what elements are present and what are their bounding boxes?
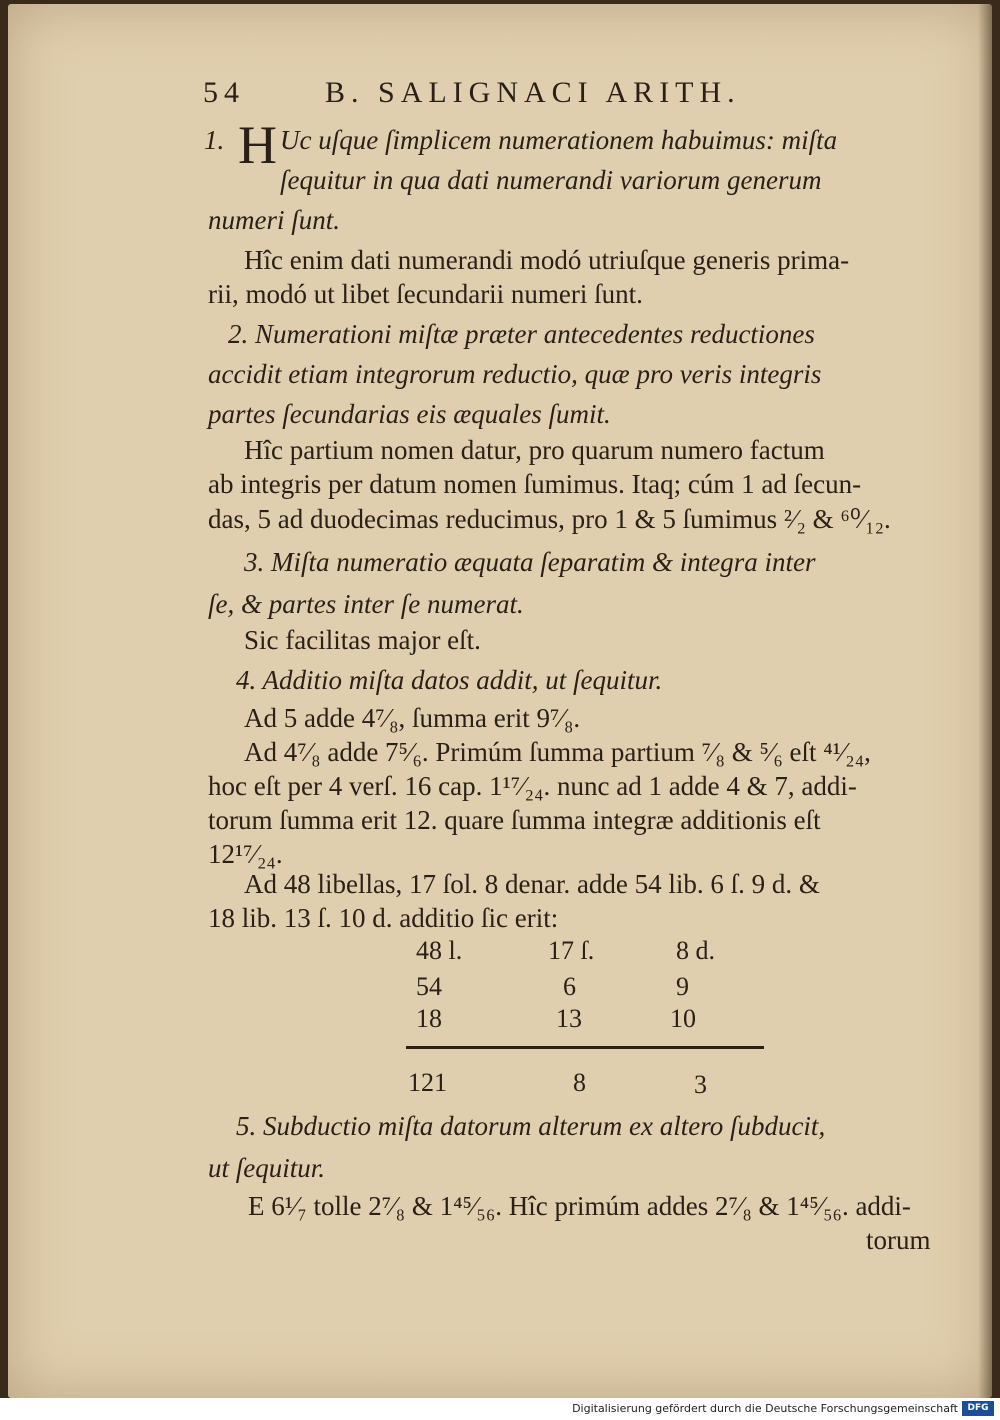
text-line: rii, modó ut libet ſecundarii numeri ſunt. [208, 279, 643, 309]
text-line: 5. Subductio miſta datorum alterum ex altero ſubducit, [236, 1111, 826, 1141]
text-line: 3. Miſta numeratio æquata ſeparatim & integra inter [244, 547, 816, 577]
table-cell: 13 [556, 1004, 582, 1033]
table-cell: 10 [670, 1004, 696, 1033]
text-line: 18 lib. 13 ſ. 10 d. additio ſic erit: [208, 903, 559, 933]
footer-bar [0, 1398, 1000, 1420]
text-line: Uc uſque ſimplicem numerationem habuimus: miſta [280, 125, 838, 155]
text-line: ſe, & partes inter ſe numerat. [208, 589, 524, 619]
running-header [203, 76, 823, 120]
text-line: ab integris per datum nomen ſumimus. Itaq; cúm 1 ad ſecun- [208, 469, 862, 499]
text-line: 1. [204, 125, 225, 155]
text-line: ſequitur in qua dati numerandi variorum generum [280, 165, 822, 195]
table-cell: 18 [416, 1004, 442, 1033]
text-line: 4. Additio miſta datos addit, ut ſequitur. [236, 665, 663, 695]
text-line: numeri ſunt. [208, 205, 340, 235]
table-cell: 48 l. [416, 936, 463, 965]
table-total-cell: 3 [694, 1070, 707, 1099]
table-cell: 9 [676, 972, 689, 1001]
text-line: 12¹⁷⁄₂₄. [208, 839, 283, 869]
running-title: B. SALIGNACI ARITH. [325, 76, 741, 109]
table-cell: 8 d. [676, 936, 715, 965]
text-line: 2. Numerationi miſtæ præter antecedentes reductiones [228, 319, 815, 349]
text-line: das, 5 ad duodecimas reducimus, pro 1 & 5 ſumimus ²⁄₂ & ⁶⁰⁄₁₂. [208, 504, 891, 534]
text-line: ut ſequitur. [208, 1153, 326, 1183]
page-number: 54 [203, 76, 245, 109]
funding-credit: Digitalisierung gefördert durch die Deutsche Forschungsgemeinschaft [572, 1402, 958, 1415]
text-line: Ad 48 libellas, 17 ſol. 8 denar. adde 54 lib. 6 ſ. 9 d. & [244, 869, 820, 899]
table-cell: 6 [563, 972, 576, 1001]
text-line: Ad 5 adde 4⁷⁄₈, ſumma erit 9⁷⁄₈. [244, 703, 581, 733]
text-line: accidit etiam integrorum reductio, quæ pro veris integris [208, 359, 822, 389]
table-total-cell: 121 [408, 1068, 447, 1097]
text-line: hoc eſt per 4 verſ. 16 cap. 1¹⁷⁄₂₄. nunc ad 1 adde 4 & 7, addi- [208, 771, 857, 801]
text-line: partes ſecundarias eis æquales ſumit. [208, 399, 611, 429]
text-line: Hîc partium nomen datur, pro quarum numero factum [244, 435, 825, 465]
text-line: torum [866, 1225, 931, 1255]
text-line: torum ſumma erit 12. quare ſumma integræ additionis eſt [208, 805, 821, 835]
book-page [8, 4, 992, 1398]
table-cell: 54 [416, 972, 442, 1001]
text-line: Ad 4⁷⁄₈ adde 7⁵⁄₆. Primúm ſumma partium ⁷⁄₈ & ⁵⁄₆ eſt ⁴¹⁄₂₄, [244, 737, 871, 767]
page-edge-shadow [978, 4, 992, 1398]
table-cell: 17 ſ. [548, 936, 595, 965]
text-line: Hîc enim dati numerandi modó utriuſque generis prima- [244, 245, 850, 275]
text-line: E 6¹⁄₇ tolle 2⁷⁄₈ & 1⁴⁵⁄₅₆. Hîc primúm addes 2⁷⁄₈ & 1⁴⁵⁄₅₆. addi- [248, 1191, 911, 1221]
dfg-logo: DFG [962, 1401, 994, 1416]
sum-rule [406, 1046, 764, 1049]
table-total-cell: 8 [573, 1068, 586, 1097]
text-line: Sic facilitas major eſt. [244, 625, 481, 655]
drop-capital: H [238, 115, 277, 175]
